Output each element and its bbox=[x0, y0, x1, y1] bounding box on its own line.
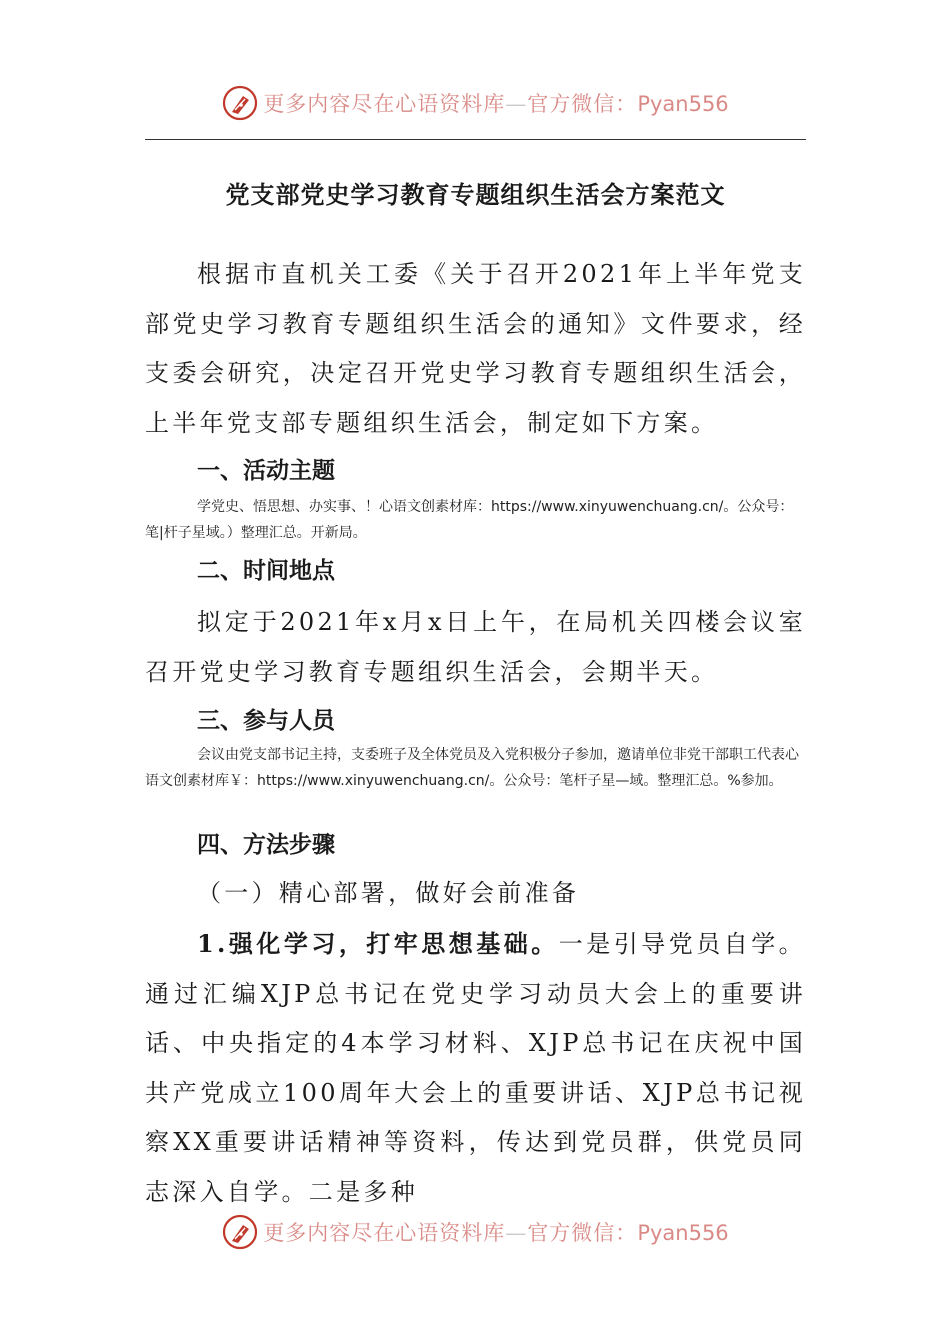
subheading-preparation: （一）精心部署，做好会前准备 bbox=[197, 879, 580, 907]
intro-paragraph: 根据市直机关工委《关于召开2021年上半年党支部党史学习教育专题组织生活会的通知》文件要求，经支委会研究，决定召开党史学习教育专题组织生活会，上半年党支部专题组织生活会，制定如下方案。 bbox=[145, 260, 806, 437]
banner-site-text: 更多内容尽在心语资料库 bbox=[263, 1221, 506, 1245]
section-body-participants: 会议由党支部书记主持，支委班子及全体党员及入党积极分子参加，邀请单位非党干部职工代表心语文创素材库￥：https://www.xinyuwenchuang.cn/。公众号：笔杆子星—域。整理汇总。%参加。 bbox=[145, 747, 799, 789]
item-body: 一是引导党员自学。通过汇编XJP总书记在党史学习动员大会上的重要讲话、中央指定的4本学习材料、XJP总书记在庆祝中国共产党成立100周年大会上的重要讲话、XJP总书记视察XX重要讲话精神等资料，传达到党员群，供党员同志深入自学。二是多种 bbox=[145, 930, 806, 1206]
pen-nib-icon bbox=[221, 1213, 259, 1251]
banner-site-text: 更多内容尽在心语资料库 bbox=[263, 92, 506, 116]
section-body-theme: 学党史、悟思想、办实事、！心语文创素材库：https://www.xinyuwenchuang.cn/。公众号：笔|杆子星域。）整理汇总。开新局。 bbox=[145, 499, 794, 541]
section-heading-participants: 三、参与人员 bbox=[197, 708, 335, 734]
document-title: 党支部党史学习教育专题组织生活会方案范文 bbox=[225, 180, 726, 209]
banner-wechat-handle: Pyan556 bbox=[637, 1221, 729, 1245]
item-strengthen-study bbox=[145, 919, 806, 1217]
banner-wechat-label: 官方微信： bbox=[527, 92, 638, 116]
banner-wechat-handle: Pyan556 bbox=[637, 92, 729, 116]
banner-wechat-label: 官方微信： bbox=[527, 1221, 638, 1245]
banner-dash: — bbox=[505, 1221, 528, 1245]
section-heading-time-place: 二、时间地点 bbox=[197, 558, 335, 584]
item-lead: 1.强化学习，打牢思想基础。 bbox=[197, 929, 559, 958]
header-divider bbox=[145, 139, 806, 140]
banner-dash: — bbox=[505, 92, 528, 116]
page-header-banner bbox=[0, 80, 950, 126]
pen-nib-icon bbox=[221, 84, 259, 122]
section-heading-theme: 一、活动主题 bbox=[197, 458, 335, 484]
page-footer-banner bbox=[0, 1209, 950, 1255]
section-body-time-place: 拟定于2021年x月x日上午，在局机关四楼会议室召开党史学习教育专题组织生活会，会期半天。 bbox=[145, 608, 806, 686]
banner-text bbox=[263, 88, 728, 118]
section-heading-methods: 四、方法步骤 bbox=[197, 832, 335, 858]
banner-text bbox=[263, 1217, 728, 1247]
